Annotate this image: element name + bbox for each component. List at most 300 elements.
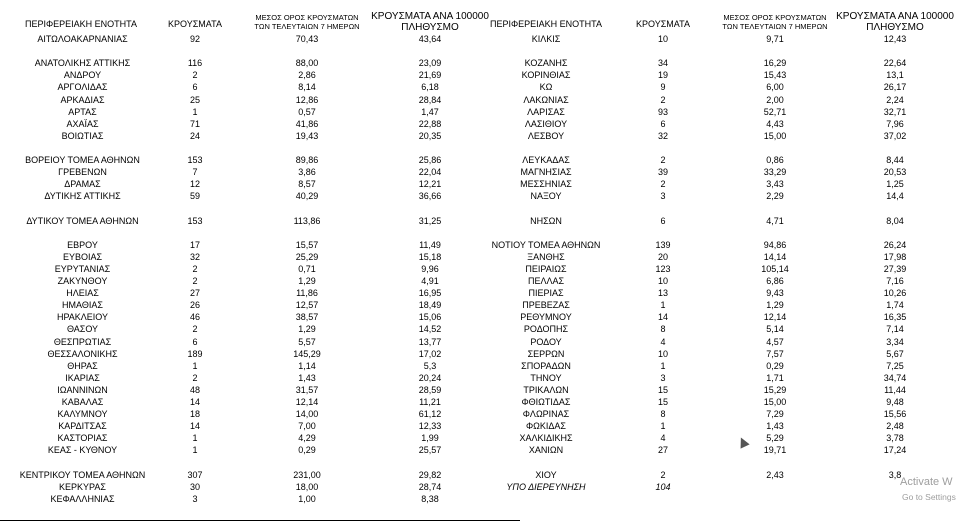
left-cell-region: ΘΑΣΟΥ [66, 324, 99, 335]
left-cell-region: ΕΥΒΟΙΑΣ [62, 251, 103, 262]
right-cell-cases: 4 [660, 336, 666, 347]
right-cell-avg: 4,71 [766, 215, 784, 226]
left-cell-avg: 70,43 [295, 34, 319, 44]
right-header-avg-line1: ΜΕΣΟΣ ΟΡΟΣ ΚΡΟΥΣΜΑΤΩΝ [723, 13, 827, 22]
left-cell-per100k: 22,04 [418, 167, 442, 178]
right-cell-cases: 27 [657, 445, 668, 456]
left-cell-per100k: 11,21 [419, 397, 441, 407]
left-cell-avg: 11,86 [296, 288, 318, 299]
left-cell-avg: 5,57 [298, 336, 316, 347]
left-header-avg-line1: ΜΕΣΟΣ ΟΡΟΣ ΚΡΟΥΣΜΑΤΩΝ [255, 13, 359, 22]
left-cell-region: ΔΥΤΙΚΟΥ ΤΟΜΕΑ ΑΘΗΝΩΝ [26, 215, 139, 226]
right-cell-avg: 1,43 [766, 421, 784, 432]
left-cell-per100k: 25,86 [418, 155, 442, 165]
left-cell-per100k: 61,12 [418, 409, 442, 420]
right-cell-avg: 105,14 [761, 263, 789, 274]
right-cell-cases: 3 [660, 191, 666, 202]
left-header-region: ΠΕΡΙΦΕΡΕΙΑΚΗ ΕΝΟΤΗΤΑ [24, 19, 138, 29]
left-cell-cases: 25 [189, 94, 200, 105]
right-cell-region: ΡΕΘΥΜΝΟΥ [520, 312, 572, 323]
left-cell-cases: 59 [189, 191, 200, 202]
left-cell-per100k: 20,35 [418, 130, 442, 141]
right-cell-region: ΚΩ [539, 82, 553, 93]
left-cell-region: ΑΙΤΩΛΟΑΚΑΡΝΑΝΙΑΣ [37, 34, 128, 44]
left-cell-cases: 1 [192, 360, 198, 371]
left-cell-per100k: 23,09 [418, 58, 442, 69]
right-cell-region: ΛΑΣΙΘΙΟΥ [524, 118, 568, 129]
right-cell-region: ΥΠΟ ΔΙΕΡΕΥΝΗΣΗ [506, 481, 586, 492]
right-cell-region: ΞΑΝΘΗΣ [527, 251, 565, 262]
right-cell-region: ΠΙΕΡΙΑΣ [528, 288, 564, 299]
left-cell-cases: 1 [192, 433, 198, 444]
right-cell-per100k: 14,4 [886, 191, 904, 202]
right-header-per100k-line2: ΠΛΗΘΥΣΜΟ [866, 22, 924, 33]
right-cell-per100k: 5,67 [886, 348, 904, 359]
table-row [0, 154, 960, 166]
left-cell-per100k: 8,38 [421, 493, 439, 504]
right-cell-per100k: 13,1 [886, 70, 904, 81]
left-cell-region: ΒΟΙΩΤΙΑΣ [61, 130, 104, 141]
right-cell-per100k: 2,48 [886, 421, 904, 432]
left-cell-cases: 14 [189, 421, 200, 432]
table-row [0, 323, 960, 335]
left-cell-per100k: 28,74 [418, 481, 442, 492]
right-cell-region: ΤΡΙΚΑΛΩΝ [523, 384, 569, 395]
left-cell-region: ΔΡΑΜΑΣ [64, 179, 101, 190]
right-cell-avg: 14,14 [763, 251, 787, 262]
right-cell-avg: 52,71 [763, 106, 787, 117]
left-header-per100k-line2: ΠΛΗΘΥΣΜΟ [401, 22, 459, 33]
table-bottom-rule [0, 520, 520, 521]
table-row [0, 118, 960, 130]
right-cell-avg: 4,43 [766, 118, 784, 129]
activation-watermark-sub: Go to Settings [902, 492, 956, 502]
left-cell-region: ΓΡΕΒΕΝΩΝ [58, 167, 107, 178]
right-cell-per100k: 37,02 [883, 130, 907, 141]
left-cell-per100k: 21,69 [418, 70, 442, 81]
right-cell-cases: 4 [660, 433, 666, 444]
right-cell-region: ΣΠΟΡΑΔΩΝ [521, 360, 571, 371]
left-cell-avg: 15,57 [295, 239, 319, 250]
right-cell-per100k: 8,04 [886, 215, 904, 226]
right-cell-avg: 15,43 [763, 70, 787, 81]
right-cell-region: ΡΟΔΟΥ [530, 336, 562, 347]
table-row [0, 190, 960, 202]
left-cell-avg: 4,29 [298, 433, 316, 444]
left-cell-cases: 1 [192, 106, 198, 117]
right-cell-region: ΣΕΡΡΩΝ [527, 348, 565, 359]
left-cell-cases: 14 [189, 397, 200, 407]
left-cell-per100k: 15,06 [418, 312, 442, 323]
table-row [0, 33, 960, 45]
left-cell-per100k: 6,18 [421, 82, 439, 93]
left-cell-region: ΑΧΑΪΑΣ [66, 118, 99, 129]
right-cell-per100k: 17,98 [883, 251, 907, 262]
right-cell-cases: 8 [660, 409, 666, 420]
right-cell-cases: 10 [657, 276, 668, 286]
right-cell-region: ΧΑΝΙΩΝ [528, 445, 564, 456]
right-cell-avg: 15,29 [763, 384, 787, 395]
left-cell-per100k: 16,95 [418, 288, 442, 299]
left-cell-region: ΑΝΔΡΟΥ [63, 70, 102, 81]
right-cell-cases: 9 [660, 82, 666, 93]
left-cell-per100k: 28,59 [418, 384, 442, 395]
right-cell-region: ΚΟΖΑΝΗΣ [524, 58, 568, 69]
right-cell-per100k: 7,96 [886, 118, 904, 129]
table-row [0, 336, 960, 348]
right-cell-avg: 0,86 [766, 155, 784, 165]
left-cell-avg: 1,43 [298, 372, 316, 383]
right-cell-region: ΤΗΝΟΥ [530, 372, 562, 383]
left-cell-per100k: 17,02 [418, 348, 442, 359]
right-cell-cases: 20 [657, 251, 668, 262]
right-cell-avg: 5,14 [766, 324, 784, 335]
table-row [0, 178, 960, 190]
table-row [0, 57, 960, 69]
left-cell-avg: 145,29 [293, 348, 321, 359]
left-cell-region: ΚΕΦΑΛΛΗΝΙΑΣ [50, 493, 115, 504]
table-row [0, 94, 960, 106]
left-cell-avg: 12,86 [295, 94, 319, 105]
table-row [0, 263, 960, 275]
left-cell-region: ΚΕΑΣ - ΚΥΘΝΟΥ [47, 445, 118, 456]
right-cell-per100k: 9,48 [886, 397, 904, 407]
table-row [0, 384, 960, 396]
right-cell-cases: 3 [660, 372, 666, 383]
right-cell-cases: 13 [657, 288, 668, 299]
left-cell-avg: 1,29 [298, 276, 316, 286]
right-cell-cases: 10 [657, 348, 668, 359]
right-cell-cases: 10 [657, 34, 668, 44]
left-cell-cases: 26 [189, 300, 200, 311]
right-cell-avg: 0,29 [766, 360, 784, 371]
left-cell-avg: 3,86 [298, 167, 316, 178]
left-cell-per100k: 29,82 [418, 469, 442, 480]
left-cell-per100k: 14,52 [418, 324, 442, 335]
left-cell-avg: 0,71 [298, 263, 316, 274]
table-row [0, 275, 960, 287]
left-cell-region: ΚΑΣΤΟΡΙΑΣ [57, 433, 108, 444]
left-cell-avg: 14,00 [295, 409, 319, 420]
left-cell-region: ΚΑΡΔΙΤΣΑΣ [58, 421, 107, 432]
left-cell-region: ΕΒΡΟΥ [67, 239, 98, 250]
right-cell-avg: 33,29 [763, 167, 787, 178]
left-cell-avg: 12,57 [295, 300, 319, 311]
left-cell-region: ΚΕΡΚΥΡΑΣ [59, 481, 106, 492]
right-cell-per100k: 27,39 [883, 263, 907, 274]
left-cell-cases: 92 [189, 34, 200, 44]
table-row [0, 81, 960, 93]
right-cell-cases: 93 [657, 106, 668, 117]
right-cell-per100k: 7,14 [886, 324, 904, 335]
right-cell-avg: 2,43 [766, 469, 784, 480]
table-row [0, 106, 960, 118]
right-cell-per100k: 12,43 [883, 34, 907, 44]
left-cell-avg: 0,57 [298, 106, 316, 117]
left-cell-per100k: 1,99 [421, 433, 439, 444]
left-header-avg-line2: ΤΩΝ ΤΕΛΕΥΤΑΙΩΝ 7 ΗΜΕΡΩΝ [254, 22, 360, 31]
right-cell-region: ΜΕΣΣΗΝΙΑΣ [520, 179, 572, 190]
left-cell-region: ΑΝΑΤΟΛΙΚΗΣ ΑΤΤΙΚΗΣ [34, 58, 131, 69]
table-row [0, 130, 960, 142]
right-cell-avg: 7,57 [766, 348, 784, 359]
left-cell-avg: 38,57 [295, 312, 319, 323]
right-cell-region: ΛΕΥΚΑΔΑΣ [522, 155, 570, 165]
left-cell-region: ΒΟΡΕΙΟΥ ΤΟΜΕΑ ΑΘΗΝΩΝ [25, 155, 140, 165]
right-cell-cases: 39 [657, 167, 668, 178]
right-cell-cases: 6 [660, 215, 666, 226]
table-row [0, 481, 960, 493]
left-cell-avg: 19,43 [295, 130, 319, 141]
right-cell-per100k: 26,17 [883, 82, 907, 93]
left-cell-avg: 1,14 [298, 360, 316, 371]
left-cell-per100k: 43,64 [418, 34, 442, 44]
right-cell-avg: 94,86 [763, 239, 787, 250]
table-row [0, 215, 960, 227]
left-cell-cases: 48 [189, 384, 200, 395]
right-cell-region: ΜΑΓΝΗΣΙΑΣ [520, 167, 572, 178]
left-cell-per100k: 13,77 [418, 336, 442, 347]
left-cell-avg: 18,00 [295, 481, 319, 492]
right-cell-cases: 34 [657, 58, 668, 69]
left-cell-avg: 0,29 [298, 445, 316, 456]
right-cell-avg: 7,29 [766, 409, 784, 420]
left-header-cases: ΚΡΟΥΣΜΑΤΑ [168, 19, 222, 29]
table-row [0, 299, 960, 311]
right-cell-region: ΦΩΚΙΔΑΣ [526, 421, 566, 432]
right-cell-avg: 2,29 [766, 191, 784, 202]
right-cell-cases: 1 [660, 300, 666, 311]
left-cell-avg: 25,29 [295, 251, 319, 262]
right-cell-per100k: 10,26 [883, 288, 907, 299]
left-cell-cases: 153 [187, 155, 203, 165]
right-cell-avg: 6,00 [766, 82, 784, 93]
left-cell-avg: 88,00 [295, 58, 319, 69]
left-cell-per100k: 25,57 [418, 445, 442, 456]
right-cell-region: ΠΕΛΛΑΣ [527, 276, 565, 286]
left-cell-avg: 89,86 [295, 155, 319, 165]
left-cell-avg: 2,86 [298, 70, 316, 81]
right-cell-avg: 5,29 [766, 433, 784, 444]
right-cell-avg: 15,00 [763, 397, 787, 407]
left-cell-per100k: 12,21 [418, 179, 442, 190]
activation-watermark: Activate W [900, 476, 953, 488]
left-cell-region: ΖΑΚΥΝΘΟΥ [57, 276, 108, 286]
right-cell-cases: 32 [657, 130, 668, 141]
right-cell-cases: 1 [660, 421, 666, 432]
right-cell-cases: 2 [660, 469, 666, 480]
right-cell-region: ΛΕΣΒΟΥ [527, 130, 565, 141]
left-cell-cases: 116 [187, 58, 203, 69]
right-cell-region: ΝΗΣΩΝ [530, 215, 562, 226]
right-cell-cases: 104 [655, 481, 671, 492]
right-cell-per100k: 3,34 [886, 336, 904, 347]
left-cell-avg: 231,00 [293, 469, 321, 480]
right-cell-per100k: 3,8 [888, 469, 902, 480]
left-cell-avg: 8,14 [298, 82, 316, 93]
left-cell-cases: 6 [192, 82, 198, 93]
right-cell-region: ΦΛΩΡΙΝΑΣ [522, 409, 570, 420]
left-cell-region: ΘΕΣΣΑΛΟΝΙΚΗΣ [47, 348, 118, 359]
right-cell-per100k: 7,25 [886, 360, 904, 371]
left-cell-per100k: 22,88 [418, 118, 442, 129]
right-cell-per100k: 16,35 [883, 312, 907, 323]
right-cell-avg: 12,14 [763, 312, 787, 323]
right-cell-avg: 2,00 [766, 94, 784, 105]
table-row [0, 396, 960, 408]
right-cell-per100k: 1,25 [886, 179, 904, 190]
left-cell-per100k: 1,47 [421, 106, 439, 117]
left-cell-avg: 113,86 [293, 215, 321, 226]
right-cell-per100k: 7,16 [886, 276, 904, 286]
right-cell-per100k: 8,44 [886, 155, 904, 165]
left-cell-cases: 153 [187, 215, 203, 226]
left-cell-region: ΙΩΑΝΝΙΝΩΝ [57, 384, 108, 395]
right-cell-per100k: 32,71 [883, 106, 907, 117]
table-row [0, 311, 960, 323]
right-cell-cases: 2 [660, 179, 666, 190]
left-cell-cases: 2 [192, 372, 198, 383]
left-cell-cases: 2 [192, 324, 198, 335]
table-row [0, 69, 960, 81]
right-cell-cases: 2 [660, 94, 666, 105]
left-cell-cases: 46 [189, 312, 200, 323]
left-header-per100k-line1: ΚΡΟΥΣΜΑΤΑ ΑΝΑ 100000 [371, 11, 489, 22]
left-cell-per100k: 5,3 [423, 360, 437, 371]
right-cell-region: ΝΟΤΙΟΥ ΤΟΜΕΑ ΑΘΗΝΩΝ [491, 239, 601, 250]
right-cell-avg: 16,29 [763, 58, 787, 69]
right-cell-avg: 9,71 [766, 34, 784, 44]
right-cell-region: ΠΕΙΡΑΙΩΣ [525, 263, 567, 274]
left-cell-cases: 27 [189, 288, 200, 299]
right-cell-region: ΧΑΛΚΙΔΙΚΗΣ [519, 433, 573, 444]
right-cell-per100k: 2,24 [886, 94, 904, 105]
left-cell-per100k: 4,91 [421, 276, 439, 286]
right-cell-per100k: 1,74 [886, 300, 904, 311]
left-cell-region: ΗΡΑΚΛΕΙΟΥ [56, 312, 109, 323]
left-cell-per100k: 36,66 [418, 191, 442, 202]
left-cell-region: ΕΥΡΥΤΑΝΙΑΣ [54, 263, 111, 274]
left-cell-cases: 2 [192, 276, 198, 286]
left-cell-avg: 40,29 [295, 191, 319, 202]
left-cell-cases: 307 [187, 469, 203, 480]
left-cell-per100k: 15,18 [418, 251, 442, 262]
right-cell-cases: 6 [660, 118, 666, 129]
table-row [0, 408, 960, 420]
left-cell-region: ΚΕΝΤΡΙΚΟΥ ΤΟΜΕΑ ΑΘΗΝΩΝ [19, 469, 146, 480]
right-cell-cases: 2 [660, 155, 666, 165]
left-cell-region: ΑΡΤΑΣ [68, 106, 97, 117]
table-row [0, 432, 960, 444]
left-cell-avg: 8,57 [298, 179, 316, 190]
right-cell-avg: 3,43 [766, 179, 784, 190]
left-cell-per100k: 9,96 [421, 263, 439, 274]
right-cell-per100k: 3,78 [886, 433, 904, 444]
right-cell-cases: 123 [655, 263, 671, 274]
right-cell-region: ΚΙΛΚΙΣ [531, 34, 561, 44]
left-cell-region: ΘΗΡΑΣ [67, 360, 98, 371]
table-row [0, 444, 960, 456]
table-row [0, 287, 960, 299]
table-row [0, 166, 960, 178]
left-cell-cases: 17 [189, 239, 200, 250]
left-cell-region: ΔΥΤΙΚΗΣ ΑΤΤΙΚΗΣ [44, 191, 121, 202]
right-cell-avg: 1,71 [766, 372, 784, 383]
table-row [0, 469, 960, 481]
left-cell-region: ΑΡΓΟΛΙΔΑΣ [57, 82, 108, 93]
left-cell-avg: 12,14 [295, 397, 319, 407]
right-cell-cases: 19 [657, 70, 668, 81]
right-header-avg-line2: ΤΩΝ ΤΕΛΕΥΤΑΙΩΝ 7 ΗΜΕΡΩΝ [722, 22, 828, 31]
right-cell-avg: 6,86 [766, 276, 784, 286]
right-cell-cases: 8 [660, 324, 666, 335]
left-cell-cases: 24 [189, 130, 200, 141]
left-cell-per100k: 12,33 [418, 421, 442, 432]
left-cell-cases: 189 [187, 348, 203, 359]
left-cell-per100k: 31,25 [418, 215, 442, 226]
right-cell-avg: 9,43 [766, 288, 784, 299]
right-cell-region: ΚΟΡΙΝΘΙΑΣ [521, 70, 571, 81]
right-cell-region: ΡΟΔΟΠΗΣ [523, 324, 569, 335]
left-cell-region: ΚΑΛΥΜΝΟΥ [57, 409, 108, 420]
left-cell-region: ΚΑΒΑΛΑΣ [61, 397, 104, 407]
right-cell-avg: 15,00 [763, 130, 787, 141]
left-cell-cases: 30 [189, 481, 200, 492]
right-header-region: ΠΕΡΙΦΕΡΕΙΑΚΗ ΕΝΟΤΗΤΑ [489, 19, 603, 29]
right-cell-per100k: 34,74 [883, 372, 907, 383]
table-row [0, 493, 960, 505]
left-cell-cases: 18 [189, 409, 200, 420]
left-cell-region: ΗΜΑΘΙΑΣ [62, 300, 103, 311]
right-cell-per100k: 26,24 [883, 239, 907, 250]
left-cell-cases: 12 [189, 179, 200, 190]
right-cell-avg: 4,57 [766, 336, 784, 347]
left-cell-per100k: 28,84 [418, 94, 442, 105]
right-cell-cases: 14 [657, 312, 668, 323]
left-cell-per100k: 18,49 [418, 300, 442, 311]
right-cell-region: ΛΑΡΙΣΑΣ [527, 106, 565, 117]
right-cell-region: ΦΘΙΩΤΙΔΑΣ [521, 397, 571, 407]
right-cell-avg: 1,29 [766, 300, 784, 311]
right-cell-per100k: 11,44 [884, 384, 906, 395]
right-cell-region: ΠΡΕΒΕΖΑΣ [522, 300, 570, 311]
left-cell-avg: 1,29 [298, 324, 316, 335]
right-cell-cases: 1 [660, 360, 666, 371]
table-row [0, 372, 960, 384]
right-header-cases: ΚΡΟΥΣΜΑΤΑ [636, 19, 690, 29]
left-cell-per100k: 11,49 [419, 239, 441, 250]
left-cell-region: ΘΕΣΠΡΩΤΙΑΣ [53, 336, 112, 347]
right-cell-cases: 139 [655, 239, 671, 250]
right-cell-region: ΛΑΚΩΝΙΑΣ [523, 94, 569, 105]
left-cell-cases: 2 [192, 263, 198, 274]
left-cell-avg: 1,00 [298, 493, 316, 504]
left-cell-avg: 41,86 [295, 118, 319, 129]
right-cell-region: ΧΙΟΥ [535, 469, 557, 480]
right-cell-per100k: 20,53 [883, 167, 907, 178]
right-cell-per100k: 17,24 [883, 445, 907, 456]
left-cell-per100k: 20,24 [418, 372, 442, 383]
table-row [0, 251, 960, 263]
table-row [0, 239, 960, 251]
right-cell-per100k: 22,64 [883, 58, 907, 69]
table-row [0, 420, 960, 432]
left-cell-avg: 7,00 [298, 421, 316, 432]
right-cell-cases: 15 [657, 384, 668, 395]
left-cell-cases: 32 [189, 251, 200, 262]
left-cell-avg: 31,57 [295, 384, 319, 395]
left-cell-region: ΙΚΑΡΙΑΣ [65, 372, 100, 383]
